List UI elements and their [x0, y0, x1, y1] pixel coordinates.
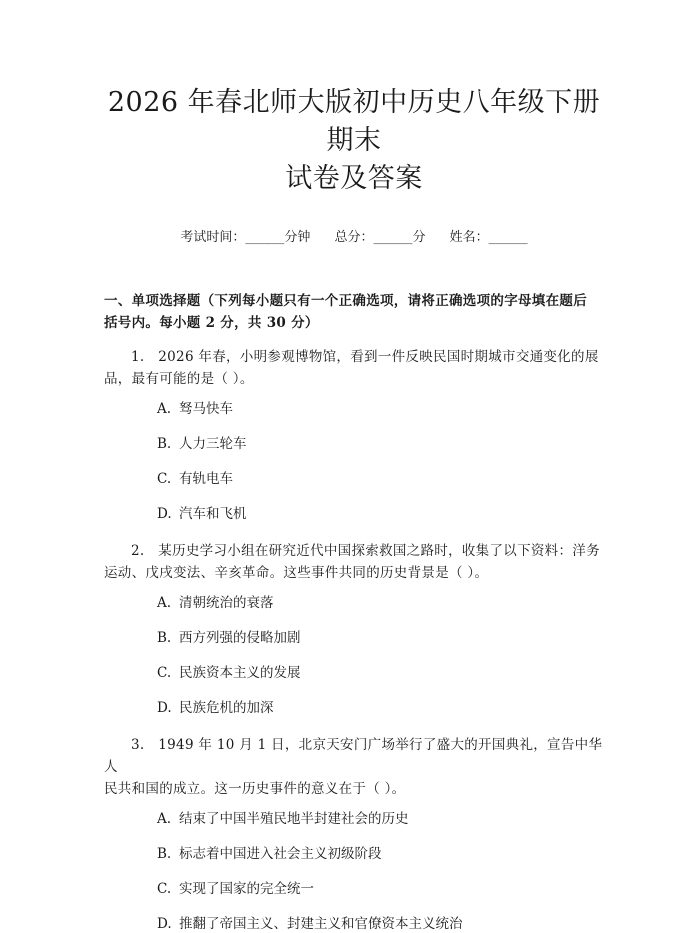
question-stem-line-2: 运动、戊戌变法、辛亥革命。这些事件共同的历史背景是（ ）。: [104, 565, 489, 581]
option-letter: C.: [157, 665, 172, 681]
question-stem-line-2: 品，最有可能的是（ ）。: [104, 371, 254, 387]
title-line-1: 2026 年春北师大版初中历史八年级下册期末: [107, 87, 601, 156]
student-name-field: 姓名：______: [449, 230, 528, 245]
section-heading-line-1: 一、单项选择题（下列每小题只有一个正确选项，请将正确选项的字母填在题后: [104, 293, 587, 309]
option-a: [104, 400, 604, 418]
option-text: 标志着中国进入社会主义初级阶段: [179, 846, 382, 862]
question-3: [104, 734, 604, 933]
exam-time-field: 考试时间：______分钟: [180, 230, 311, 245]
question-stem: [104, 540, 604, 584]
option-letter: D.: [157, 506, 172, 522]
option-letter: A.: [157, 811, 172, 827]
option-text: 清朝统治的衰落: [179, 595, 274, 611]
option-letter: B.: [157, 436, 172, 452]
section-heading-single-choice: [104, 290, 604, 334]
option-text: 西方列强的侵略加剧: [179, 630, 301, 646]
option-text: 结束了中国半殖民地半封建社会的历史: [179, 811, 409, 827]
option-text: 推翻了帝国主义、封建主义和官僚资本主义统治: [179, 916, 463, 932]
option-a: [104, 594, 604, 612]
option-b: [104, 845, 604, 863]
option-letter: C.: [157, 881, 172, 897]
option-letter: C.: [157, 471, 172, 487]
question-stem-line-1: 2. 某历史学习小组在研究近代中国探索救国之路时，收集了以下资料：洋务: [131, 543, 600, 559]
option-letter: B.: [157, 630, 172, 646]
option-text: 汽车和飞机: [179, 506, 247, 522]
option-list: [104, 810, 604, 933]
option-c: [104, 470, 604, 488]
option-letter: B.: [157, 846, 172, 862]
option-text: 人力三轮车: [179, 436, 247, 452]
option-text: 实现了国家的完全统一: [179, 881, 314, 897]
option-d: [104, 505, 604, 523]
option-text: 有轨电车: [179, 471, 233, 487]
option-a: [104, 810, 604, 828]
option-list: [104, 594, 604, 717]
question-stem: [104, 734, 604, 800]
option-list: [104, 400, 604, 523]
option-letter: D.: [157, 916, 172, 932]
question-stem-line-1: 3. 1949 年 10 月 1 日，北京天安门广场举行了盛大的开国典礼，宣告中华人: [104, 737, 603, 775]
exam-info-row: [104, 229, 604, 247]
option-b: [104, 435, 604, 453]
option-c: [104, 880, 604, 898]
option-d: [104, 699, 604, 717]
page-title: [104, 0, 604, 198]
title-line-2: 试卷及答案: [285, 163, 423, 194]
option-letter: A.: [157, 401, 172, 417]
question-stem-line-2: 民共和国的成立。这一历史事件的意义在于（ ）。: [104, 781, 406, 797]
section-heading-line-2: 括号内。每小题 2 分，共 30 分）: [104, 315, 319, 331]
question-stem: [104, 346, 604, 390]
option-text: 民族资本主义的发展: [179, 665, 301, 681]
option-letter: A.: [157, 595, 172, 611]
option-b: [104, 629, 604, 647]
total-score-field: 总分：______分: [334, 230, 426, 245]
option-c: [104, 664, 604, 682]
option-letter: D.: [157, 700, 172, 716]
option-d: [104, 915, 604, 933]
option-text: 民族危机的加深: [179, 700, 274, 716]
question-stem-line-1: 1. 2026 年春，小明参观博物馆，看到一件反映民国时期城市交通变化的展: [131, 349, 599, 365]
option-text: 驽马快车: [179, 401, 233, 417]
question-1: [104, 346, 604, 523]
question-2: [104, 540, 604, 717]
